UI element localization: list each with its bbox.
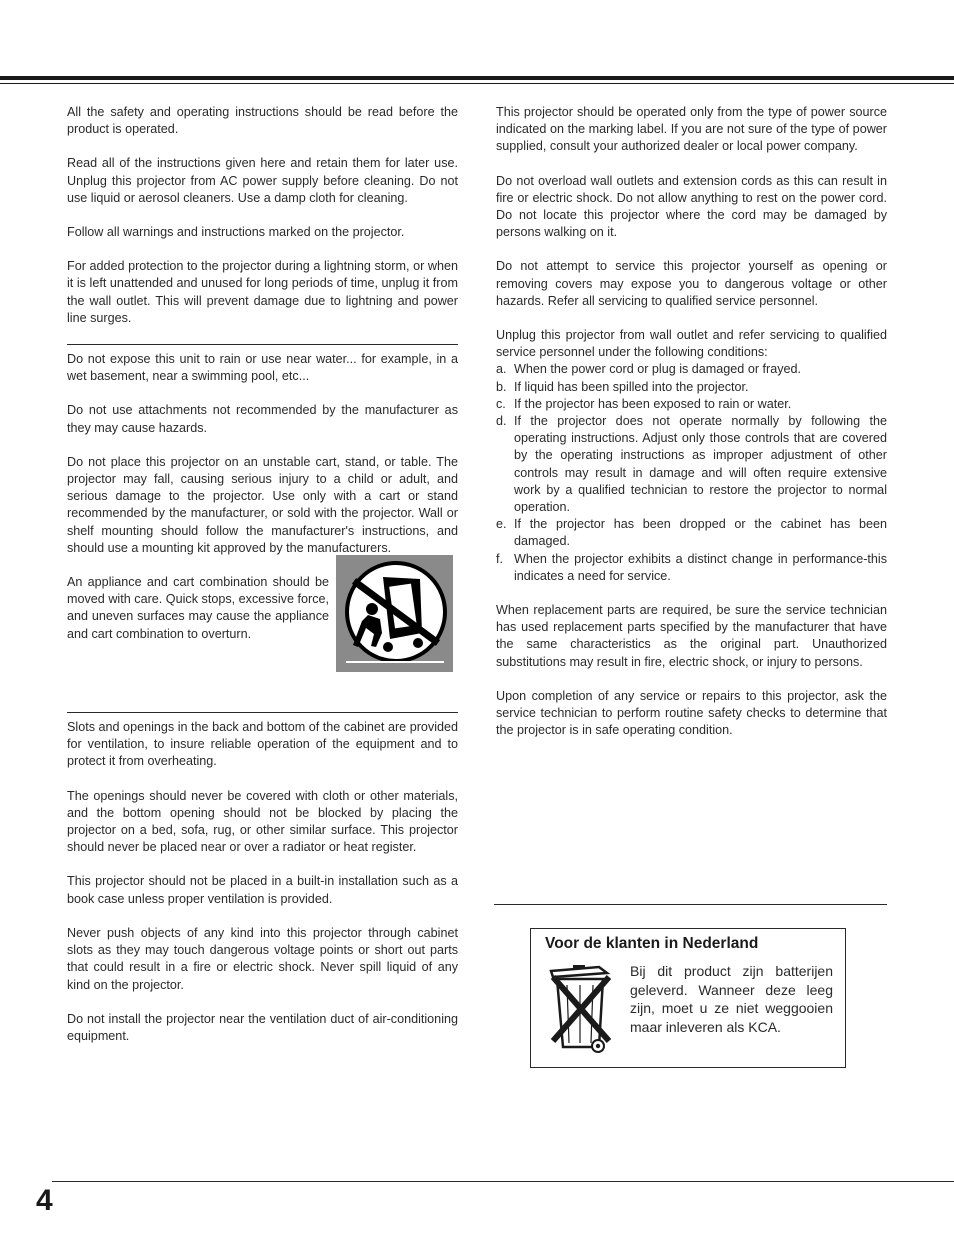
section-divider — [494, 904, 887, 905]
power-paragraph: Do not attempt to service this projector yourself as opening or removing covers may expose you to dangerous voltage or other hazards. Refer all servicing to qualified service personnel. — [496, 259, 887, 308]
service-paragraph: When replacement parts are required, be sure the service technician has used replacement parts specified by the manufacturer that have the same characteristics as the original part. Unauthorized substitutions may result in fire, electric shock, or injury to persons. — [496, 603, 887, 669]
list-item: f. When the projector exhibits a distinct change in performance-this indicates a need for service. — [496, 551, 887, 583]
crossed-out-wheelie-bin-icon — [547, 963, 615, 1055]
ventilation-paragraph: The openings should never be covered with cloth or other materials, and the bottom opening should not be blocked by placing the projector on a bed, sofa, rug, or other similar surface. This projector should never be placed near or over a radiator or heat register. — [67, 788, 458, 855]
page-number: 4 — [36, 1184, 53, 1217]
ventilation-paragraph: This projector should not be placed in a built-in installation such as a book case unless proper ventilation is provided. — [67, 874, 458, 906]
ventilation-paragraph: Never push objects of any kind into this projector through cabinet slots as they may touch dangerous voltage points or short out parts that could result in a fire or electric shock. Never spill liquid of any kind on the projector. — [67, 925, 458, 992]
battery-notice-title: Voor de klanten in Nederland — [545, 935, 759, 952]
power-paragraph: This projector should be operated only from the type of power source indicated on the marking label. If you are not sure of the type of power supplied, consult your authorized dealer or local power company. — [496, 105, 887, 154]
list-item: a. When the power cord or plug is damaged or frayed. — [496, 362, 802, 377]
section-divider — [67, 712, 458, 713]
service-paragraph: Upon completion of any service or repairs to this projector, ask the service technician to perform routine safety checks to determine that the projector is in safe operating condition. — [496, 688, 887, 738]
battery-notice-box — [530, 928, 846, 1068]
ventilation-paragraph: Slots and openings in the back and bottom of the cabinet are provided for ventilation, to insure reliable operation of the equipment and to protect it from overheating. — [67, 720, 458, 769]
bottom-rule — [52, 1181, 954, 1182]
list-item: c. If the projector has been exposed to rain or water. — [496, 396, 792, 411]
list-item: b. If liquid has been spilled into the projector. — [496, 379, 749, 394]
water-paragraph: Do not use attachments not recommended by the manufacturer as they may cause hazards. — [67, 403, 458, 435]
list-item: e. If the projector has been dropped or the cabinet has been damaged. — [496, 517, 887, 549]
water-paragraph: Do not expose this unit to rain or use near water... for example, in a wet basement, near a swimming pool, etc... — [67, 352, 458, 384]
intro-paragraph: Read all of the instructions given here and retain them for later use. Unplug this projector from AC power supply before cleaning. Do not use liquid or aerosol cleaners. Use a damp cloth for cleaning. — [67, 156, 458, 205]
cart-paragraph: An appliance and cart combination should be moved with care. Quick stops, excessive force, and uneven surfaces may cause the appliance and cart combination to overturn. — [67, 575, 329, 641]
top-rule-thick — [0, 76, 954, 80]
service-conditions-list — [496, 361, 887, 585]
battery-notice-text: Bij dit product zijn batterijen geleverd. Wanneer deze leeg zijn, moet u ze niet weggooien maar inleveren als KCA. — [630, 963, 833, 1035]
intro-paragraph: For added protection to the projector during a lightning storm, or when it is left unattended and unused for long periods of time, unplug it from the wall outlet. This will prevent damage due to lightning and power line surges. — [67, 259, 458, 325]
cart-warning-block — [67, 574, 458, 694]
ventilation-paragraph: Do not install the projector near the ventilation duct of air-conditioning equipment. — [67, 1011, 458, 1043]
list-item: d. If the projector does not operate normally by following the operating instructions. Adjust only those controls that are covered by the operating instructions as improper adjustment of other controls may result in damage and will often require extensive work by a qualified technician to restore the projector to normal operation. — [496, 414, 887, 515]
left-column — [67, 104, 458, 1062]
power-paragraph: Do not overload wall outlets and extension cords as this can result in fire or electric shock. Do not allow anything to rest on the power cord. Do not locate this projector where the cord may be damaged by persons walking on it. — [496, 173, 887, 240]
right-column — [496, 104, 887, 757]
intro-paragraph: Follow all warnings and instructions marked on the projector. — [67, 225, 405, 240]
cart-tip-over-warning-icon — [336, 555, 453, 672]
power-paragraph: Unplug this projector from wall outlet and refer servicing to qualified service personnel under the following conditions: — [496, 328, 887, 360]
top-rule-thin — [0, 83, 954, 84]
section-divider — [67, 344, 458, 345]
water-paragraph: Do not place this projector on an unstable cart, stand, or table. The projector may fall, causing serious injury to a child or adult, and serious damage to the projector. Use only with a cart or stand recommended by the manufacturer, or sold with the projector. Wall or shelf mounting should follow the manufacturer's instructions, and should use a mounting kit approved by the manufacturers. — [67, 454, 458, 555]
intro-paragraph: All the safety and operating instructions should be read before the product is operated. — [67, 105, 458, 137]
